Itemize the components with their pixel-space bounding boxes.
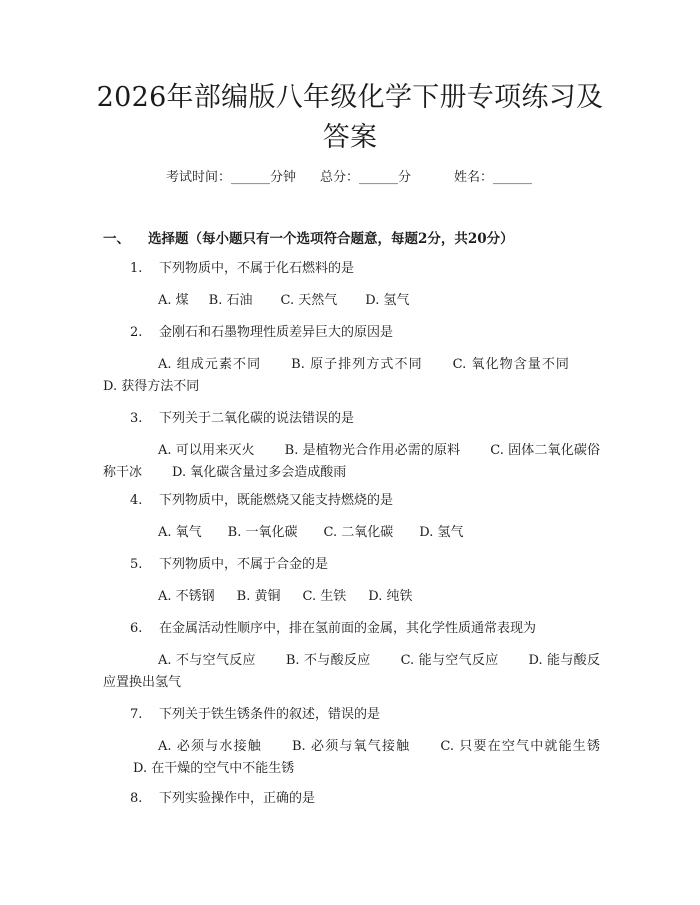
question-number: 5. [130, 557, 143, 572]
option-c: C. 氧化物含量不同 [452, 357, 570, 372]
section-number: 一、 [103, 231, 130, 247]
option-a: A. 组成元素不同 [158, 357, 262, 372]
question-number: 2. [130, 325, 143, 340]
question-text: 下列物质中，不属于化石燃料的是 [159, 261, 355, 276]
option-d: D. 纯铁 [368, 589, 413, 604]
option-d: D. 获得方法不同 [103, 379, 200, 394]
question-number: 1. [130, 261, 143, 276]
question-text: 下列关于二氧化碳的说法错误的是 [159, 411, 355, 426]
question-number: 7. [130, 707, 143, 722]
option-b: B. 石油 [208, 293, 253, 308]
option-b: B. 一氧化碳 [227, 525, 298, 540]
option-c: C. 固体二氧化碳俗称干冰 [103, 443, 601, 480]
question-text: 下列实验操作中，正确的是 [159, 791, 316, 806]
option-b: B. 原子排列方式不同 [291, 357, 423, 372]
option-b: B. 是植物光合作用必需的原料 [284, 443, 461, 458]
question-options [103, 522, 600, 544]
option-d: D. 氢气 [419, 525, 464, 540]
option-c: C. 生铁 [302, 589, 347, 604]
option-b: B. 黄铜 [236, 589, 281, 604]
option-c: C. 二氧化碳 [323, 525, 394, 540]
question-text: 下列物质中，不属于合金的是 [159, 557, 329, 572]
question-options [103, 290, 600, 312]
question-number: 8. [130, 791, 143, 806]
option-d: D. 氢气 [365, 293, 410, 308]
option-a: A. 氧气 [158, 525, 202, 540]
question-options [103, 440, 600, 484]
total-score-field: 总分：______分 [320, 170, 412, 185]
question-options [103, 354, 600, 398]
question-text: 金刚石和石墨物理性质差异巨大的原因是 [159, 325, 394, 340]
option-c: C. 只要在空气中就能生锈 [440, 739, 600, 754]
exam-time-field: 考试时间：______分钟 [166, 170, 297, 185]
section-heading [103, 229, 514, 249]
option-a: A. 必须与水接触 [158, 739, 262, 754]
option-b: B. 必须与氧气接触 [292, 739, 411, 754]
question-number: 4. [130, 493, 143, 508]
question-options [103, 650, 600, 694]
option-d: D. 氧化碳含量过多会造成酸雨 [172, 465, 347, 480]
question-text: 在金属活动性顺序中，排在氢前面的金属，其化学性质通常表现为 [159, 621, 537, 636]
option-c: C. 能与空气反应 [400, 653, 499, 668]
option-d: D. 能与酸反应置换出氢气 [103, 653, 600, 690]
question-text: 下列物质中，既能燃烧又能支持燃烧的是 [159, 493, 394, 508]
question-number: 6. [130, 621, 143, 636]
option-d: D. 在干燥的空气中不能生锈 [133, 761, 295, 776]
option-b: B. 不与酸反应 [285, 653, 371, 668]
section-title: 选择题（每小题只有一个选项符合题意，每题2分，共20分） [148, 231, 514, 247]
option-a: A. 煤 [158, 293, 189, 308]
option-a: A. 不锈钢 [158, 589, 215, 604]
question-options [103, 736, 600, 780]
question-options [103, 586, 600, 608]
option-a: A. 可以用来灭火 [158, 443, 255, 458]
page-title: 2026年部编版八年级化学下册专项练习及答案 [96, 82, 604, 153]
question-text: 下列关于铁生锈条件的叙述，错误的是 [159, 707, 381, 722]
student-name-field: 姓名：______ [454, 170, 533, 185]
option-c: C. 天然气 [280, 293, 338, 308]
question-number: 3. [130, 411, 143, 426]
option-a: A. 不与空气反应 [158, 653, 256, 668]
